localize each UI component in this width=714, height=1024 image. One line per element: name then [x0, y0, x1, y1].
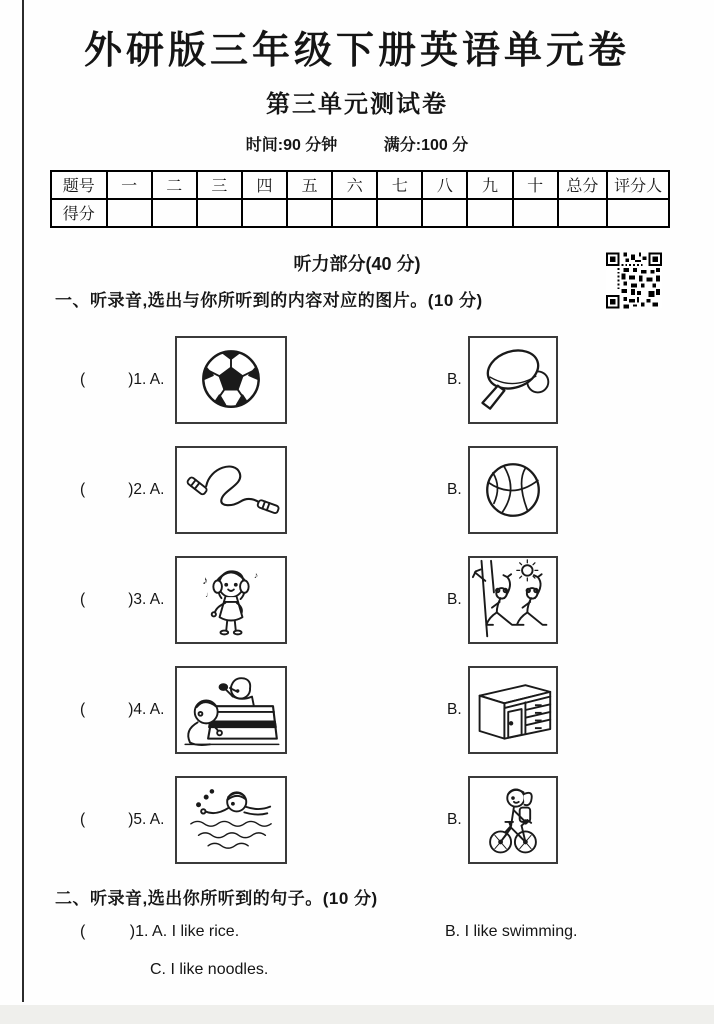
qr-code-image	[606, 252, 662, 309]
score-table	[50, 170, 670, 228]
score-cell	[197, 199, 242, 227]
girl-listening-music-icon	[177, 558, 285, 642]
exam-full-score: 满分:100 分	[383, 136, 469, 154]
col-header: 五	[287, 171, 332, 199]
score-cell	[558, 199, 607, 227]
col-header: 九	[467, 171, 512, 199]
option-b-label-q4: B.	[447, 700, 462, 718]
col-header: 题号	[51, 171, 107, 199]
part2-question-row-1	[80, 923, 714, 943]
picture-box-3a	[175, 556, 287, 644]
table-tennis-paddle-icon	[470, 338, 556, 422]
picture-box-1b	[468, 336, 558, 424]
desk-icon	[470, 668, 556, 752]
answer-bracket-q1: ( )1. A.	[80, 370, 165, 388]
score-cell	[607, 199, 669, 227]
monkeys-exercise-icon	[470, 558, 556, 642]
score-cell	[422, 199, 467, 227]
left-margin-scan-line	[22, 0, 24, 1002]
col-header: 七	[377, 171, 422, 199]
swimming-icon	[177, 778, 285, 862]
score-cell	[513, 199, 558, 227]
page-title: 外研版三年级下册英语单元卷	[83, 30, 630, 72]
exam-time: 时间:90 分钟	[245, 136, 338, 154]
score-cell	[152, 199, 197, 227]
picture-box-4b	[468, 666, 558, 754]
question-row-2	[80, 446, 714, 534]
col-header: 三	[197, 171, 242, 199]
picture-box-3b	[468, 556, 558, 644]
score-cell	[107, 199, 152, 227]
score-cell	[242, 199, 287, 227]
svg-text:♪: ♪	[253, 569, 259, 580]
answer-bracket-q5: ( )5. A.	[80, 810, 165, 828]
option-c-text: C. I like noodles.	[150, 960, 269, 978]
picture-box-4a	[175, 666, 287, 754]
option-b-label-q2: B.	[447, 480, 462, 498]
col-header: 四	[242, 171, 287, 199]
answer-bracket-q2: ( )2. A.	[80, 480, 165, 498]
bottom-scan-edge	[0, 1005, 714, 1024]
col-header: 六	[332, 171, 377, 199]
col-header: 八	[422, 171, 467, 199]
soccer-ball-icon	[177, 338, 285, 422]
picture-box-5b	[468, 776, 558, 864]
score-cell	[377, 199, 422, 227]
riding-bicycle-icon	[470, 778, 556, 862]
part1-heading: 一、听录音,选出与你所听到的内容对应的图片。(10 分)	[55, 290, 483, 310]
question-row-4	[80, 666, 714, 754]
listening-section-title: 听力部分(40 分)	[293, 253, 421, 274]
score-table-score-row	[51, 199, 669, 227]
part2-heading: 二、听录音,选出你所听到的句子。(10 分)	[55, 888, 378, 908]
col-header: 二	[152, 171, 197, 199]
col-header: 十	[513, 171, 558, 199]
picture-box-1a	[175, 336, 287, 424]
svg-text:♩: ♩	[205, 590, 213, 600]
page-subtitle: 第三单元测试卷	[266, 90, 448, 118]
basketball-icon	[470, 448, 556, 532]
score-cell	[332, 199, 377, 227]
score-cell	[287, 199, 332, 227]
option-b-label-q3: B.	[447, 590, 462, 608]
jump-rope-icon	[177, 448, 285, 532]
option-b-label-q1: B.	[447, 370, 462, 388]
option-b-label-q5: B.	[447, 810, 462, 828]
col-header: 一	[107, 171, 152, 199]
children-at-table-icon	[177, 668, 285, 752]
picture-box-2b	[468, 446, 558, 534]
question-row-1	[80, 336, 714, 424]
score-row-label: 得分	[51, 199, 107, 227]
picture-box-2a	[175, 446, 287, 534]
answer-bracket-q3: ( )3. A.	[80, 590, 165, 608]
answer-bracket-q4: ( )4. A.	[80, 700, 165, 718]
col-header: 总分	[558, 171, 607, 199]
question-row-5	[80, 776, 714, 864]
exam-meta	[0, 132, 714, 155]
col-header: 评分人	[607, 171, 669, 199]
picture-box-5a	[175, 776, 287, 864]
score-table-header-row	[51, 171, 669, 199]
answer-bracket-p2-q1: ( )1.	[80, 922, 149, 940]
score-cell	[467, 199, 512, 227]
svg-text:♪: ♪	[202, 574, 209, 587]
option-a-text: A. I like rice.	[152, 922, 240, 940]
question-row-3	[80, 556, 714, 644]
option-b-text: B. I like swimming.	[445, 922, 578, 940]
